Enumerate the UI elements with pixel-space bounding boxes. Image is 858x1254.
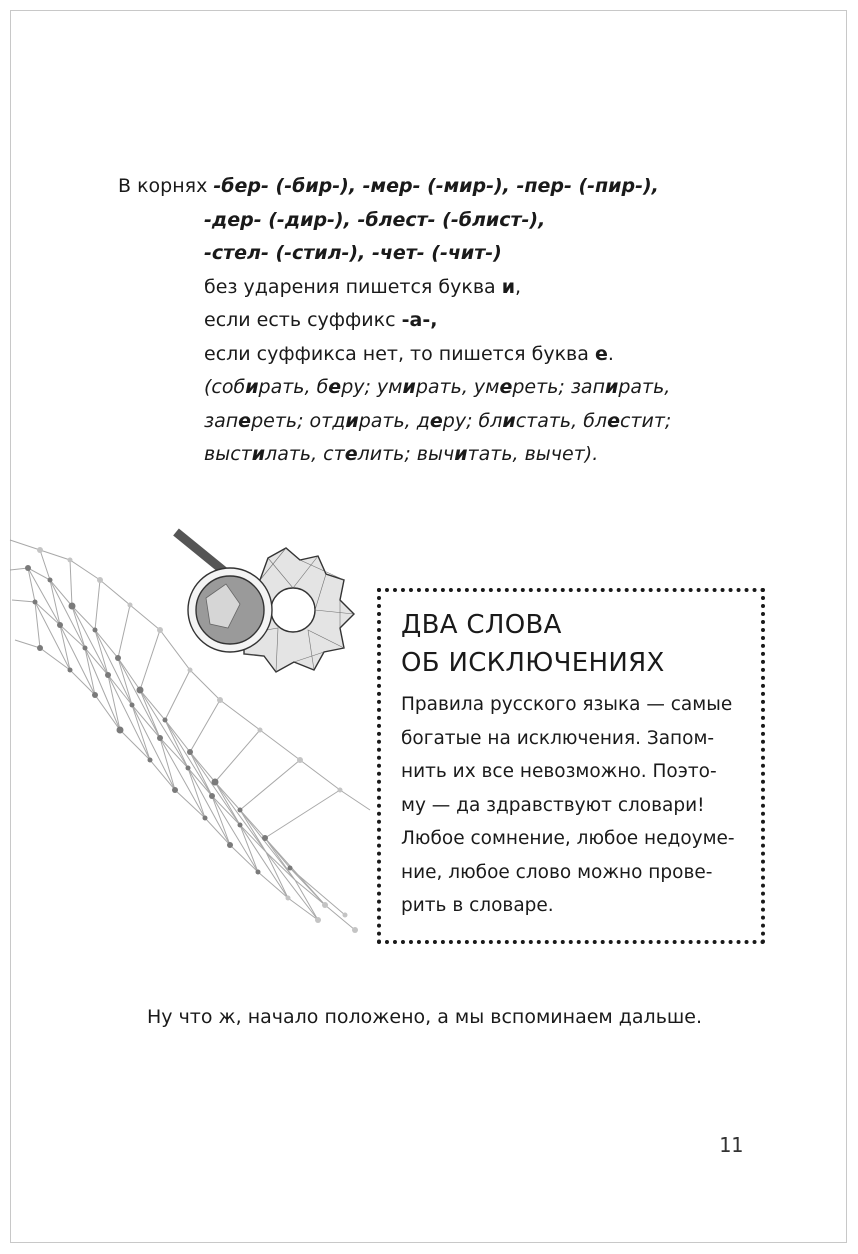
rule-line-1 [118,170,738,204]
example-text: ру; ум [341,376,403,398]
example-text: рать, б [258,376,329,398]
rule-text: если есть суффикс [204,309,402,331]
example-text: стать, бл [515,409,608,432]
rule-letter-i: и [501,275,516,298]
example-text: стит; [619,409,672,432]
example-vowel: е [607,409,620,432]
example-line-1 [118,371,738,405]
rule-punct: , [515,275,522,298]
example-text: рать, д [358,409,430,432]
exceptions-line: нить их все невозможно. Поэто- [401,761,717,782]
example-line-3 [118,438,738,472]
spelling-rule [118,170,738,472]
example-vowel: и [605,376,619,398]
exceptions-line: ние, любое слово можно прове- [401,861,713,883]
example-vowel: е [238,409,252,432]
example-text: тать, вычет). [467,443,599,465]
magnifier-gear-icon [168,528,368,678]
example-vowel: е [499,376,513,398]
example-vowel: и [402,376,416,398]
example-text: ру; бл [442,409,503,432]
rule-roots-2: -дер- (-дир-), -блест- (-блист-), [204,208,546,231]
example-vowel: и [345,409,359,432]
example-vowel: е [328,376,342,398]
rule-line-4 [118,271,738,305]
example-vowel: и [245,376,259,398]
example-text: реть; зап [512,376,605,398]
example-vowel: е [344,443,358,465]
rule-line-6 [118,338,738,372]
exceptions-text [401,688,761,923]
exceptions-box [377,588,765,944]
rule-line-2 [118,204,738,238]
rule-prefix: В корнях [118,175,214,197]
exceptions-title-line-1: ДВА СЛОВА [401,610,562,640]
rule-roots-3: -стел- (-стил-), -чет- (-чит-) [204,242,502,264]
rule-line-5 [118,304,738,338]
example-vowel: и [251,443,266,465]
rule-roots-1: -бер- (-бир-), -мер- (-мир-), -пер- (-пир-), [213,175,659,197]
example-text: выст [204,443,252,465]
example-text: лать, ст [265,443,345,465]
example-vowel: е [429,409,443,432]
rule-text: без ударения пишется буква [204,275,502,298]
exceptions-line: Любое сомнение, любое недоуме- [401,828,735,849]
example-text: (соб [204,376,246,398]
example-vowel: и [454,443,468,465]
example-line-2 [118,405,738,439]
rule-line-3 [118,237,738,271]
example-text: реть; отд [251,409,346,432]
rule-text: если суффикса нет, то пишется буква [204,342,595,365]
exceptions-line: богатые на исключения. Запом- [401,727,715,749]
closing-sentence: Ну что ж, начало положено, а мы вспоминаем дальше. [147,1006,703,1028]
example-text: зап [204,409,239,432]
rule-suffix: -а-, [401,309,438,331]
exceptions-title [401,606,665,682]
page-number: 11 [719,1133,744,1157]
exceptions-line: Правила русского языка — самые [401,694,733,715]
example-text: лить; выч [357,443,455,465]
rule-examples [118,371,738,472]
example-text: рать, ум [415,376,500,398]
exceptions-line: му — да здравствуют словари! [401,794,705,816]
example-vowel: и [502,409,516,432]
rule-punct: . [607,342,614,365]
rule-letter-e: е [594,342,608,365]
exceptions-line: рить в словаре. [401,895,554,916]
exceptions-title-line-2: ОБ ИСКЛЮЧЕНИЯХ [401,648,665,678]
example-text: рать, [618,376,671,398]
